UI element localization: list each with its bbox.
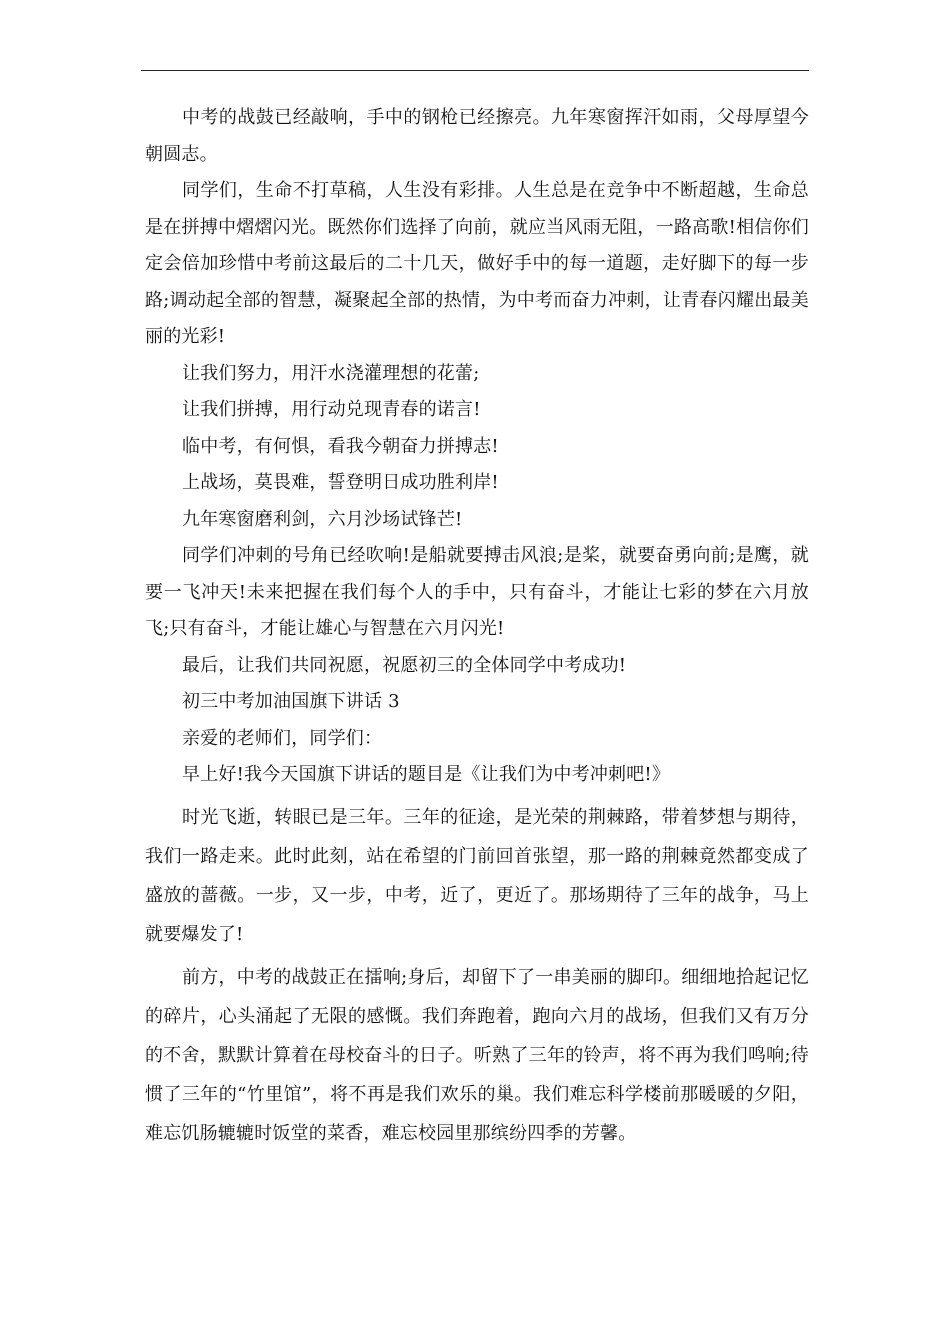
document-body [145, 100, 809, 1153]
section-heading: 初三中考加油国旗下讲话 3 [182, 691, 400, 712]
header-rule [141, 70, 809, 71]
paragraph: 早上好!我今天国旗下讲话的题目是《让我们为中考冲刺吧!》 [182, 764, 671, 785]
paragraph: 时光飞逝，转眼已是三年。三年的征途，是光荣的荆棘路，带着梦想与期待，我们一路走来。此时此刻，站在希望的门前回首张望，那一路的荆棘竟然都变成了盛放的蔷薇。一步，又一步，中考，近了，更近了。那场期待了三年的战争，马上就要爆发了! [145, 806, 809, 945]
paragraph: 同学们，生命不打草稿，人生没有彩排。人生总是在竞争中不断超越，生命总是在拼搏中熠熠闪光。既然你们选择了向前，就应当风雨无阻，一路高歌!相信你们定会倍加珍惜中考前这最后的二十几天，做好手中的每一道题，走好脚下的每一步路;调动起全部的智慧，凝聚起全部的热情，为中考而奋力冲刺，让青春闪耀出最美丽的光彩! [145, 180, 809, 347]
paragraph: 九年寒窗磨利剑，六月沙场试锋芒! [182, 508, 463, 530]
paragraph: 让我们努力，用汗水浇灌理想的花蕾; [182, 362, 480, 384]
paragraph: 最后，让我们共同祝愿，祝愿初三的全体同学中考成功! [182, 654, 627, 676]
paragraph: 前方，中考的战鼓正在擂响;身后，却留下了一串美丽的脚印。细细地拾起记忆的碎片，心头涌起了无限的感慨。我们奔跑着，跑向六月的战场，但我们又有万分的不舍，默默计算着在母校奋斗的日子。听熟了三年的铃声，将不再为我们鸣响;待惯了三年的“竹里馆”，将不再是我们欢乐的巢。我们难忘科学楼前那暖暖的夕阳，难忘饥肠辘辘时饭堂的菜香，难忘校园里那缤纷四季的芳馨。 [145, 966, 809, 1144]
paragraph: 上战场，莫畏难，誓登明日成功胜利岸! [182, 472, 499, 493]
paragraph: 让我们拼搏，用行动兑现青春的诺言! [182, 399, 481, 420]
paragraph: 临中考，有何惧，看我今朝奋力拼搏志! [182, 435, 499, 457]
salutation: 亲爱的老师们，同学们： [182, 727, 383, 749]
paragraph: 中考的战鼓已经敲响，手中的钢枪已经擦亮。九年寒窗挥汗如雨，父母厚望今朝圆志。 [145, 107, 809, 165]
paragraph: 同学们冲刺的号角已经吹响!是船就要搏击风浪;是桨，就要奋勇向前;是鹰，就要一飞冲天!未来把握在我们每个人的手中，只有奋斗，才能让七彩的梦在六月放飞;只有奋斗，才能让雄心与智慧在六月闪光! [145, 545, 809, 639]
